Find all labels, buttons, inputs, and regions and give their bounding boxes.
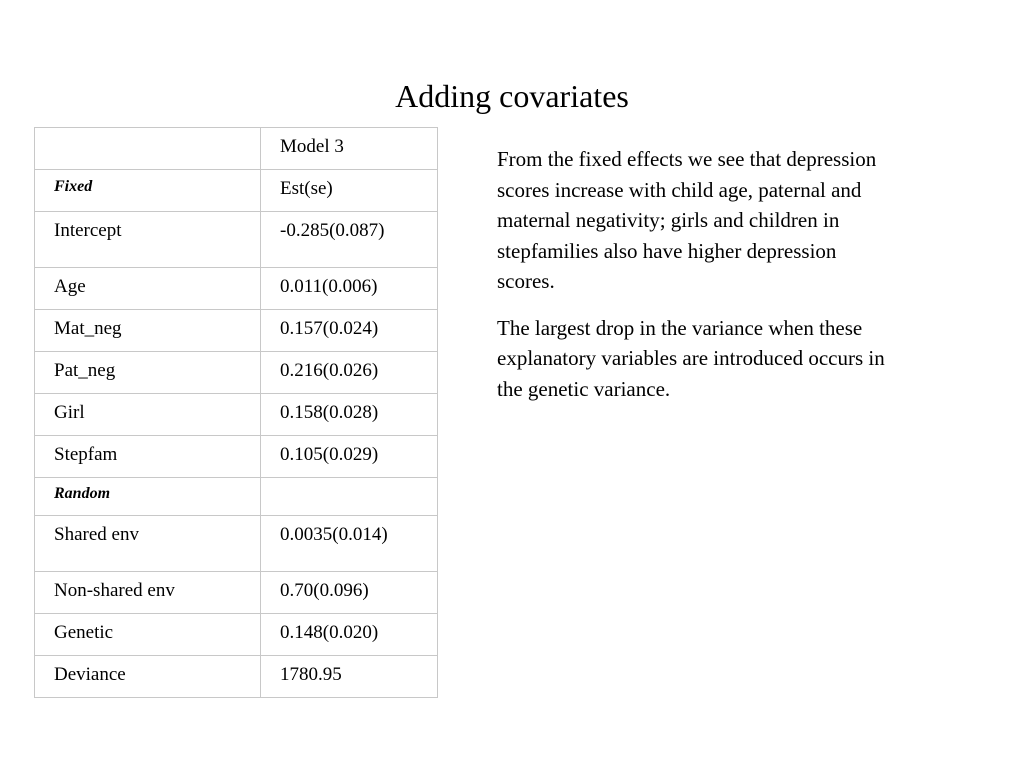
row-label: Intercept [35, 212, 261, 268]
table-row [35, 352, 438, 394]
row-label: Non-shared env [35, 572, 261, 614]
row-value: 0.148(0.020) [261, 614, 438, 656]
row-value: 0.216(0.026) [261, 352, 438, 394]
table-row [35, 394, 438, 436]
commentary-paragraph-variance: The largest drop in the variance when these explanatory variables are introduced occurs in the genetic variance. [497, 315, 885, 401]
commentary-text [497, 144, 897, 420]
commentary-paragraph-fixed-effects: From the fixed effects we see that depression scores increase with child age, paternal and maternal negativity; girls and children in stepfamilies also have higher depression scores. [497, 147, 877, 293]
table-row [35, 310, 438, 352]
table-row [35, 516, 438, 572]
row-value: 0.70(0.096) [261, 572, 438, 614]
row-value: 1780.95 [261, 656, 438, 698]
row-label: Deviance [35, 656, 261, 698]
row-value-empty [261, 478, 438, 516]
table-row [35, 614, 438, 656]
model-results-table [34, 127, 438, 698]
row-label: Mat_neg [35, 310, 261, 352]
table-row [35, 268, 438, 310]
section-label-random: Random [35, 478, 261, 516]
table-row-random-section [35, 478, 438, 516]
column-subheader-estimate: Est(se) [261, 170, 438, 212]
table-row [35, 436, 438, 478]
row-label: Genetic [35, 614, 261, 656]
row-label: Shared env [35, 516, 261, 572]
row-value: 0.0035(0.014) [261, 516, 438, 572]
table-header-row [35, 128, 438, 170]
header-cell-empty [35, 128, 261, 170]
slide-title: Adding covariates [395, 78, 629, 114]
row-label: Girl [35, 394, 261, 436]
table-row [35, 572, 438, 614]
table-row [35, 212, 438, 268]
row-value: 0.011(0.006) [261, 268, 438, 310]
row-label: Stepfam [35, 436, 261, 478]
table-row [35, 656, 438, 698]
section-label-fixed: Fixed [35, 170, 261, 212]
table-row-fixed-section [35, 170, 438, 212]
row-value: 0.158(0.028) [261, 394, 438, 436]
row-label: Age [35, 268, 261, 310]
row-value: 0.105(0.029) [261, 436, 438, 478]
header-cell-model: Model 3 [261, 128, 438, 170]
row-label: Pat_neg [35, 352, 261, 394]
row-value: 0.157(0.024) [261, 310, 438, 352]
row-value: -0.285(0.087) [261, 212, 438, 268]
